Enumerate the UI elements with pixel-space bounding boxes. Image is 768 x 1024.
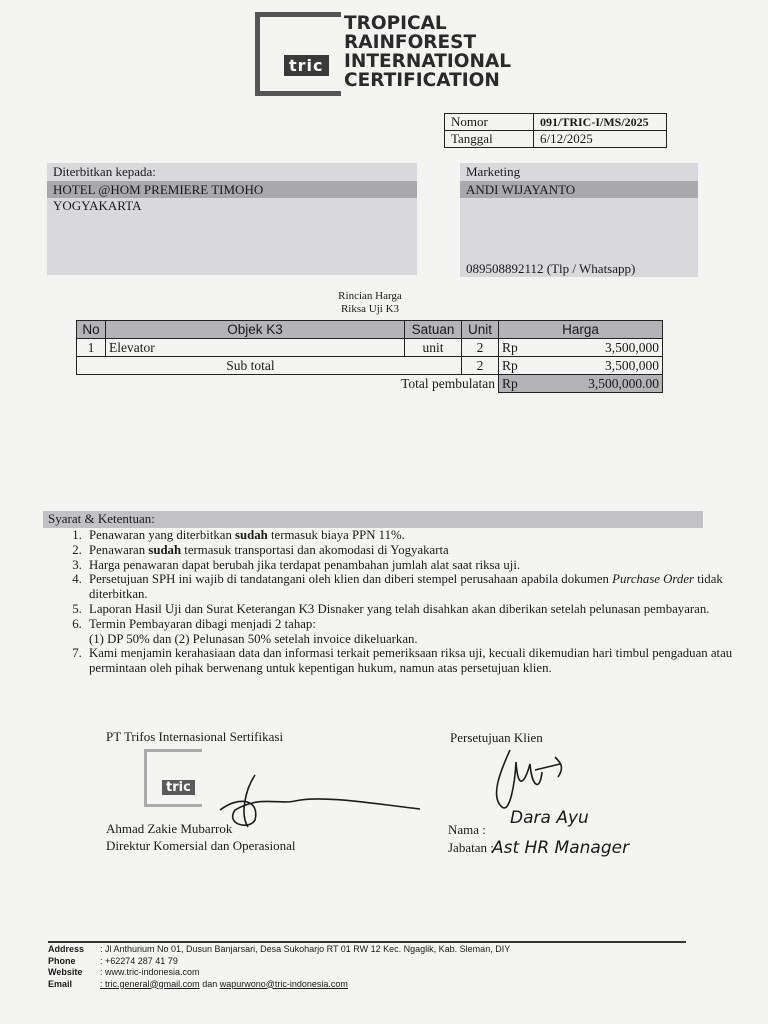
total-currency: Rp [499, 375, 536, 393]
phone-value: : +62274 287 41 79 [100, 955, 178, 966]
row-satuan: unit [405, 339, 462, 357]
company-name-line-3: INTERNATIONAL [344, 51, 512, 72]
list-item: 5. Laporan Hasil Uji dan Surat Keterangan K3 Disnaker yang telah disahkan akan diberikan setelah pelunasan pembayaran. [85, 602, 745, 617]
header-objek: Objek K3 [106, 321, 405, 339]
tanggal-label: Tanggal [445, 131, 534, 148]
email-separator: dan [202, 978, 218, 989]
issued-to-label: Diterbitkan kepada: [53, 164, 156, 179]
client-title-label: Jabatan : [448, 840, 494, 855]
list-item: 4. Persetujuan SPH ini wajib di tandatangani oleh klien dan diberi stempel perusahaan apabila dokumen Purchase Order tidak diterbitkan. [85, 572, 745, 602]
list-item: 2. Penawaran sudah termasuk transportasi dan akomodasi di Yogyakarta [85, 543, 745, 558]
footer-contact [48, 944, 510, 990]
signatory-company: PT Trifos Internasional Sertifikasi [106, 729, 284, 744]
row-harga: 3,500,000 [535, 339, 663, 357]
subtotal-harga: 3,500,000 [535, 357, 663, 375]
list-item: 3. Harga penawaran dapat berubah jika terdapat penambahan jumlah alat saat riksa uji. [85, 558, 745, 573]
signatory-name: Ahmad Zakie Mubarrok [106, 821, 233, 836]
email-link-2[interactable]: wapurwono@tric-indonesia.com [219, 978, 348, 989]
client-title-value: Ast HR Manager [492, 838, 630, 858]
director-signature [200, 765, 425, 840]
company-name-line-2: RAINFOREST [344, 32, 477, 53]
issued-to-city: YOGYAKARTA [53, 198, 142, 213]
nomor-value: 091/TRIC-I/MS/2025 [534, 114, 667, 131]
website-link[interactable]: : www.tric-indonesia.com [100, 967, 200, 977]
price-table [76, 320, 663, 393]
company-name [344, 14, 511, 90]
subtotal-currency: Rp [499, 357, 536, 375]
marketing-phone: 089508892112 (Tlp / Whatsapp) [466, 261, 636, 276]
total-harga: 3,500,000.00 [535, 375, 663, 393]
terms-title: Syarat & Ketentuan: [48, 511, 155, 526]
header-harga: Harga [499, 321, 663, 339]
row-objek: Elevator [106, 339, 405, 357]
header-satuan: Satuan [405, 321, 462, 339]
price-title-line-2: Riksa Uji K3 [340, 303, 400, 315]
marketing-name: ANDI WIJAYANTO [466, 182, 576, 197]
total-row [77, 375, 663, 393]
tanggal-value: 6/12/2025 [534, 131, 667, 148]
company-stamp [144, 749, 202, 807]
footer-divider [48, 941, 686, 943]
subtotal-unit: 2 [462, 357, 499, 375]
header-unit: Unit [462, 321, 499, 339]
header-no: No [77, 321, 106, 339]
price-title-line-1: Rincian Harga [338, 290, 402, 302]
document-info-table [444, 113, 667, 148]
price-table-header [77, 321, 663, 339]
marketing-label: Marketing [466, 164, 521, 179]
list-item: 7. Kami menjamin kerahasiaan data dan informasi terkait pemeriksaan riksa uji, kecuali dikemudian hari timbul pengaduan atau permintaan oleh pihak berwenang untuk kepentigan hukum, namun atas persetujuan klien. [85, 646, 745, 676]
row-unit: 2 [462, 339, 499, 357]
email-label: Email [48, 978, 73, 989]
company-name-line-4: CERTIFICATION [344, 70, 500, 91]
list-item: 1. Penawaran yang diterbitkan sudah termasuk biaya PPN 11%. [85, 528, 745, 543]
row-no: 1 [77, 339, 106, 357]
client-name-value: Dara Ayu [510, 808, 589, 828]
subtotal-row [77, 357, 663, 375]
logo-mark: tric [284, 55, 329, 76]
table-row [77, 339, 663, 357]
price-title [300, 290, 440, 316]
signatory-title: Direktur Komersial dan Operasional [106, 838, 296, 853]
address-label: Address [48, 944, 85, 954]
website-label: Website [48, 967, 83, 977]
row-currency: Rp [499, 339, 536, 357]
phone-label: Phone [48, 955, 76, 966]
client-name-label: Nama : [448, 822, 486, 837]
issued-to-name: HOTEL @HOM PREMIERE TIMOHO [53, 182, 264, 197]
company-name-line-1: TROPICAL [344, 13, 447, 34]
client-approval-label: Persetujuan Klien [450, 730, 543, 745]
total-label: Total pembulatan [77, 375, 499, 393]
terms-list [45, 528, 745, 676]
logo-frame [255, 12, 341, 96]
list-item: 6. Termin Pembayaran dibagi menjadi 2 tahap: (1) DP 50% dan (2) Pelunasan 50% setelah invoice dikeluarkan. [85, 617, 745, 647]
nomor-label: Nomor [445, 114, 534, 131]
email-link-1[interactable]: : tric.general@gmail.com [100, 978, 200, 989]
stamp-mark: tric [162, 780, 195, 795]
subtotal-label: Sub total [77, 357, 462, 375]
address-value: : Jl Anthurium No 01, Dusun Banjarsari, Desa Sukoharjo RT 01 RW 12 Kec. Ngaglik, Kab. Sleman, DIY [100, 944, 511, 954]
